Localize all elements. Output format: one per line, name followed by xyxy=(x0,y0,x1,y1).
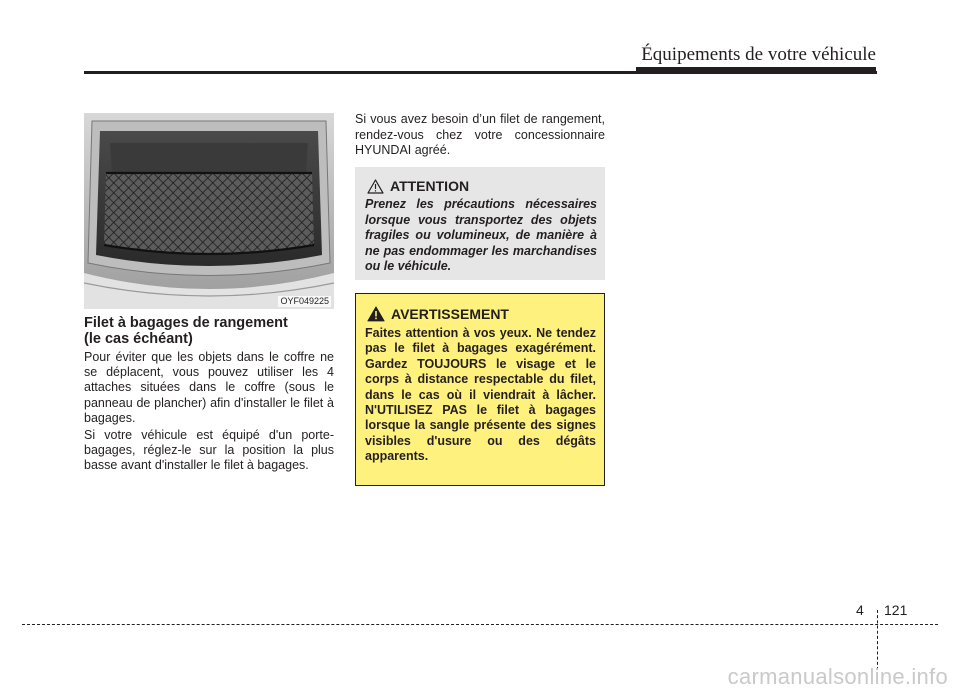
warning-title: AVERTISSEMENT xyxy=(391,306,509,322)
trunk-net-illustration xyxy=(84,113,334,309)
body-paragraph-1: Pour éviter que les objets dans le coffre ne se déplacent, vous pouvez utiliser les 4 attaches situées dans le coffre (sous le panneau de plancher) afin d'installer le filet à bagages. xyxy=(84,350,334,425)
chapter-number: 4 xyxy=(856,602,864,618)
footer-vertical-rule xyxy=(877,610,878,670)
warning-box xyxy=(355,293,605,486)
warning-filled-icon xyxy=(367,306,385,322)
attention-text: Prenez les précautions nécessaires lorsque vous transportez des objets fragiles ou volumineux, de manière à ne pas endommager les marchandises ou le véhicule. xyxy=(365,197,597,274)
trunk-net-photo xyxy=(84,113,334,309)
section-heading-line1: Filet à bagages de rangement xyxy=(84,315,288,331)
section-heading-line2: (le cas échéant) xyxy=(84,331,193,347)
header-rule-tab xyxy=(636,67,876,73)
section-heading xyxy=(84,315,334,347)
footer-rule xyxy=(22,624,938,625)
attention-title: ATTENTION xyxy=(390,178,470,194)
intro-paragraph: Si vous avez besoin d’un filet de rangement, rendez-vous chez votre concessionnaire HYUNDAI agréé. xyxy=(355,112,605,157)
warning-title-row xyxy=(367,305,596,323)
caution-outline-icon xyxy=(367,179,384,194)
page-number: 121 xyxy=(884,602,908,618)
warning-text: Faites attention à vos yeux. Ne tendez pas le filet à bagages exagérément. Gardez TOUJOURS le visage et le corps à distance respectable du filet, dans le cas où il viendrait à lâcher. N'UTILISEZ PAS le filet à bagages lorsque la sangle présente des signes visibles d'usure ou des dégâts apparents. xyxy=(365,326,596,464)
attention-box xyxy=(355,167,605,280)
figure-caption: OYF049225 xyxy=(280,296,329,306)
page-header-title: Équipements de votre véhicule xyxy=(641,44,876,65)
attention-title-row xyxy=(367,177,597,195)
watermark: carmanualsonline.info xyxy=(727,664,948,689)
body-paragraph-2: Si votre véhicule est équipé d'un porte-bagages, réglez-le sur la position la plus basse avant d'installer le filet à bagages. xyxy=(84,428,334,473)
